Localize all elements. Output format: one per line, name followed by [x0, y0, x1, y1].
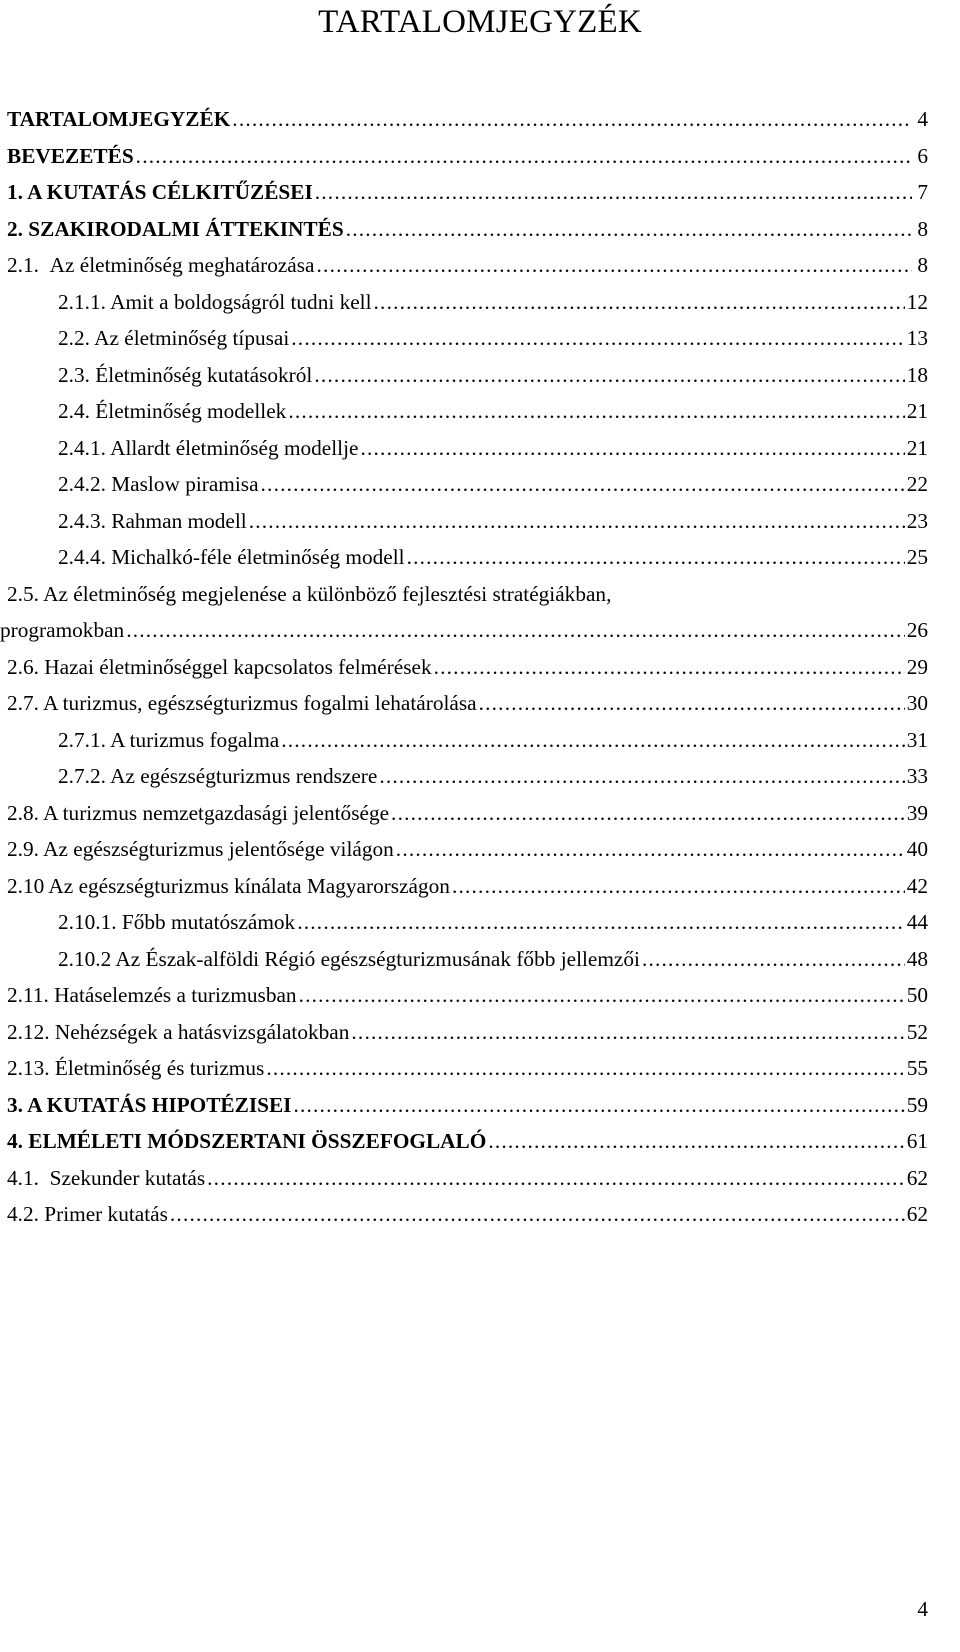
toc-entry[interactable] [0, 320, 960, 357]
toc-entry[interactable] [0, 904, 960, 941]
toc-entry[interactable] [0, 1123, 960, 1160]
toc-entry[interactable] [0, 503, 960, 540]
toc-entry-page[interactable]: 30 [906, 691, 928, 715]
toc-entry-label[interactable]: 2.4.3. Rahman modell [58, 508, 247, 533]
toc-entry-page[interactable]: 25 [906, 545, 928, 569]
toc-entry[interactable] [0, 758, 960, 795]
toc-entry-page[interactable]: 12 [906, 289, 928, 314]
toc-entry[interactable] [0, 977, 960, 1014]
toc-entry-page[interactable]: 39 [906, 800, 928, 825]
toc-dot-leader [207, 1160, 905, 1197]
toc-dot-leader [379, 758, 904, 795]
page-number: 4 [917, 1597, 928, 1621]
toc-entry-label[interactable]: 1. A KUTATÁS CÉLKITŰZÉSEI [7, 180, 313, 204]
toc-dot-leader [434, 649, 905, 686]
toc-entry-label[interactable]: 2.10.2 Az Észak-alföldi Régió egészségturizmusának főbb jellemzői [58, 946, 640, 971]
toc-entry-label[interactable]: 2.7.1. A turizmus fogalma [58, 727, 280, 752]
toc-dot-leader [299, 977, 905, 1014]
toc-entry-page[interactable]: 4 [917, 107, 928, 131]
toc-dot-leader [391, 795, 905, 832]
toc-dot-leader [249, 503, 905, 540]
toc-entry[interactable] [0, 466, 960, 503]
toc-entry-label[interactable]: BEVEZETÉS [7, 143, 134, 168]
toc-dot-leader [136, 138, 912, 175]
toc-entry[interactable] [0, 685, 960, 722]
toc-dot-leader [351, 1014, 904, 1051]
toc-entry-label[interactable]: 2.13. Életminőség és turizmus [7, 1056, 265, 1080]
toc-entry-page[interactable]: 55 [906, 1056, 928, 1080]
page-title: TARTALOMJEGYZÉK [318, 4, 642, 40]
toc-entry[interactable] [0, 211, 960, 248]
toc-entry-label[interactable]: 2.1.1. Amit a boldogságról tudni kell [58, 289, 372, 314]
toc-dot-leader [315, 174, 912, 211]
toc-dot-leader [266, 1050, 904, 1087]
toc-entry[interactable] [0, 795, 960, 832]
toc-entry-page[interactable]: 44 [906, 910, 928, 934]
toc-entry[interactable] [0, 576, 960, 613]
toc-entry-label[interactable]: programokban [0, 618, 125, 642]
toc-entry-label[interactable]: 2.7. A turizmus, egészségturizmus fogalmi lehatárolása [7, 691, 477, 715]
toc-entry[interactable] [0, 539, 960, 576]
toc-entry-page[interactable]: 8 [917, 253, 928, 277]
toc-entry-page[interactable]: 61 [906, 1129, 928, 1153]
toc-entry-page[interactable]: 13 [906, 326, 928, 350]
toc-entry-label[interactable]: 2.10 Az egészségturizmus kínálata Magyarországon [7, 873, 450, 898]
toc-dot-leader [232, 101, 912, 138]
toc-entry-label[interactable]: 2.1. Az életminőség meghatározása [7, 253, 315, 277]
toc-dot-leader [170, 1196, 905, 1233]
toc-entry-label[interactable]: 2.4.4. Michalkó-féle életminőség modell [58, 545, 405, 569]
toc-entry-page[interactable]: 62 [906, 1165, 928, 1190]
toc-entry[interactable] [0, 649, 960, 686]
toc-entry-label[interactable]: 4.1. Szekunder kutatás [7, 1165, 206, 1190]
toc-dot-leader [346, 211, 912, 248]
toc-dot-leader [297, 904, 904, 941]
toc-entry-label[interactable]: 3. A KUTATÁS HIPOTÉZISEI [7, 1092, 292, 1117]
toc-dot-leader [407, 539, 905, 576]
toc-entry-label[interactable]: 2.3. Életminőség kutatásokról [58, 362, 313, 387]
toc-dot-leader [642, 941, 905, 978]
toc-entry-page[interactable]: 33 [906, 764, 928, 788]
toc-dot-leader [452, 868, 905, 905]
toc-entry-page[interactable]: 31 [906, 727, 928, 752]
toc-entry-label[interactable]: 2. SZAKIRODALMI ÁTTEKINTÉS [7, 216, 344, 241]
toc-entry[interactable] [0, 1160, 960, 1197]
toc-dot-leader [291, 320, 904, 357]
toc-entry[interactable] [0, 1014, 960, 1051]
toc-dot-leader [317, 247, 912, 284]
toc-dot-leader [479, 685, 905, 722]
toc-entry-page[interactable]: 21 [906, 435, 928, 460]
toc-entry[interactable] [0, 941, 960, 978]
toc-entry-label[interactable]: 2.5. Az életminőség megjelenése a különböző fejlesztési stratégiákban, [7, 581, 612, 606]
toc-entry-page[interactable]: 50 [906, 983, 928, 1007]
toc-dot-leader [374, 284, 905, 321]
toc-entry[interactable] [0, 247, 960, 284]
toc-entry-page[interactable]: 22 [906, 472, 928, 496]
toc-entry-page[interactable]: 8 [917, 216, 928, 241]
toc-entry[interactable] [0, 1050, 960, 1087]
toc-entry-page[interactable]: 40 [906, 837, 928, 861]
toc-entry-label[interactable]: TARTALOMJEGYZÉK [7, 107, 231, 131]
toc-entry-label[interactable]: 2.2. Az életminőség típusai [58, 326, 290, 350]
toc-entry-label[interactable]: 2.11. Hatáselemzés a turizmusban [7, 983, 297, 1007]
toc-dot-leader [396, 831, 905, 868]
toc-entry[interactable] [0, 831, 960, 868]
toc-dot-leader [488, 1123, 904, 1160]
toc-entry-page[interactable]: 59 [906, 1092, 928, 1117]
toc-entry-label[interactable]: 2.4.2. Maslow piramisa [58, 472, 259, 496]
toc-entry-label[interactable]: 2.7.2. Az egészségturizmus rendszere [58, 764, 378, 788]
toc-entry[interactable] [0, 1087, 960, 1124]
toc-entry-label[interactable]: 2.4. Életminőség modellek [58, 399, 287, 423]
toc-entry[interactable] [0, 868, 960, 905]
toc-entry-label[interactable]: 2.9. Az egészségturizmus jelentősége világon [7, 837, 394, 861]
toc-entry-page[interactable]: 62 [906, 1202, 928, 1226]
toc-entry[interactable] [0, 101, 960, 138]
table-of-contents [0, 101, 960, 1233]
toc-entry-label[interactable]: 2.8. A turizmus nemzetgazdasági jelentősége [7, 800, 390, 825]
toc-dot-leader [360, 430, 904, 467]
toc-entry[interactable] [0, 722, 960, 759]
toc-entry-page[interactable]: 21 [906, 399, 928, 423]
toc-entry-label[interactable]: 2.4.1. Allardt életminőség modellje [58, 435, 359, 460]
toc-dot-leader [126, 612, 905, 649]
toc-dot-leader [281, 722, 904, 759]
toc-entry-page[interactable]: 26 [906, 618, 928, 642]
toc-entry-label[interactable]: 2.6. Hazai életminőséggel kapcsolatos felmérések [7, 654, 432, 679]
toc-entry[interactable] [0, 430, 960, 467]
toc-dot-leader [261, 466, 905, 503]
toc-entry[interactable] [0, 1196, 960, 1233]
toc-dot-leader [293, 1087, 904, 1124]
toc-entry-label[interactable]: 2.12. Nehézségek a hatásvizsgálatokban [7, 1019, 350, 1044]
toc-dot-leader [314, 357, 904, 394]
toc-entry[interactable] [0, 138, 960, 175]
toc-entry[interactable] [0, 357, 960, 394]
toc-entry-page[interactable]: 52 [906, 1019, 928, 1044]
toc-entry[interactable] [0, 174, 960, 211]
toc-entry-page[interactable]: 23 [906, 508, 928, 533]
toc-entry[interactable] [0, 612, 960, 649]
toc-entry[interactable] [0, 393, 960, 430]
toc-entry-page[interactable]: 48 [906, 946, 928, 971]
toc-entry-label[interactable]: 4. ELMÉLETI MÓDSZERTANI ÖSSZEFOGLALÓ [7, 1129, 487, 1153]
toc-dot-leader [288, 393, 904, 430]
toc-entry-page[interactable]: 29 [906, 654, 928, 679]
toc-entry-label[interactable]: 4.2. Primer kutatás [7, 1202, 168, 1226]
toc-entry-label[interactable]: 2.10.1. Főbb mutatószámok [58, 910, 296, 934]
toc-entry-page[interactable]: 42 [906, 873, 928, 898]
toc-entry-page[interactable]: 18 [906, 362, 928, 387]
toc-entry-page[interactable]: 7 [917, 180, 928, 204]
toc-entry-page[interactable]: 6 [917, 143, 928, 168]
toc-entry[interactable] [0, 284, 960, 321]
